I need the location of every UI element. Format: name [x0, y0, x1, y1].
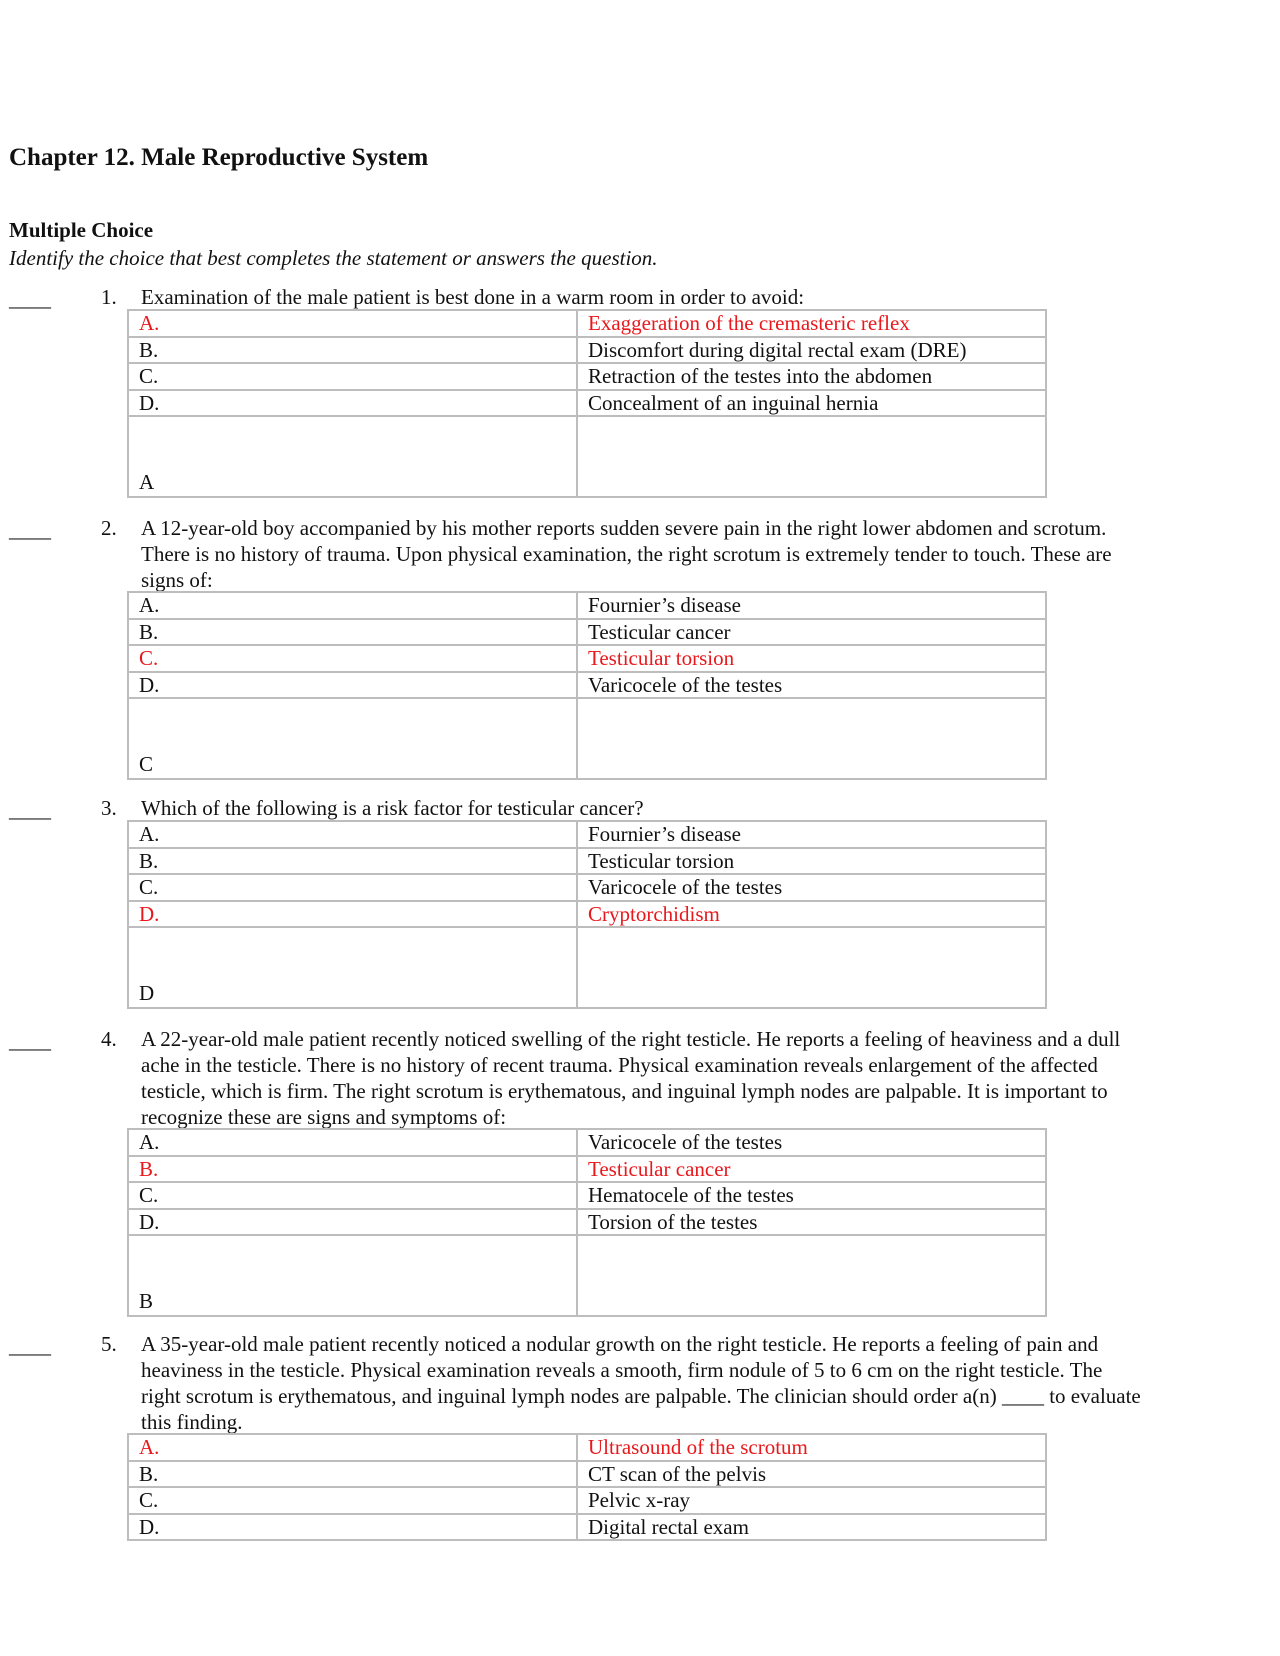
answer-key: A: [128, 416, 577, 497]
answer-key-empty-cell: [577, 1235, 1046, 1316]
choice-row: [128, 901, 1046, 928]
choice-text: Digital rectal exam: [577, 1514, 1046, 1541]
choice-text: Testicular torsion: [577, 848, 1046, 875]
choice-row: [128, 1129, 1046, 1156]
choice-text: Cryptorchidism: [577, 901, 1046, 928]
choice-letter: C.: [128, 874, 577, 901]
choice-text: Ultrasound of the scrotum: [577, 1434, 1046, 1461]
choice-row: [128, 1156, 1046, 1183]
answer-key-empty-cell: [577, 416, 1046, 497]
choice-text: Torsion of the testes: [577, 1209, 1046, 1236]
choice-letter: D.: [128, 901, 577, 928]
section-title: Multiple Choice: [9, 218, 154, 242]
choice-letter: B.: [128, 1156, 577, 1183]
choice-text: Retraction of the testes into the abdomen: [577, 363, 1046, 390]
choice-row: [128, 1209, 1046, 1236]
question-stem: Examination of the male patient is best done in a warm room in order to avoid:: [141, 285, 805, 309]
choice-text: Testicular torsion: [577, 645, 1046, 672]
choice-row: [128, 1182, 1046, 1209]
choice-row: [128, 1434, 1046, 1461]
choices-table: [127, 1433, 1047, 1541]
choice-letter: B.: [128, 848, 577, 875]
answer-blank[interactable]: ____: [9, 518, 51, 542]
choice-row: [128, 848, 1046, 875]
choice-row: [128, 390, 1046, 417]
choice-text: Fournier’s disease: [577, 821, 1046, 848]
choice-text: Discomfort during digital rectal exam (DRE): [577, 337, 1046, 364]
question-stem: A 12-year-old boy accompanied by his mother reports sudden severe pain in the right lower abdomen and scrotum. There is no history of trauma. Upon physical examination, the right scrotum is extremely tender to touch. These are signs of:: [141, 516, 1112, 592]
choice-letter: A.: [128, 1129, 577, 1156]
choice-letter: A.: [128, 310, 577, 337]
section-instructions: Identify the choice that best completes the statement or answers the question.: [9, 246, 658, 270]
choice-letter: C.: [128, 645, 577, 672]
choice-row: [128, 619, 1046, 646]
choice-row: [128, 310, 1046, 337]
choices-table: [127, 309, 1047, 498]
answer-key: C: [128, 698, 577, 779]
choice-letter: A.: [128, 821, 577, 848]
answer-blank[interactable]: ____: [9, 798, 51, 822]
choice-row: [128, 1461, 1046, 1488]
question-number: 1.: [101, 285, 117, 309]
choice-row: [128, 874, 1046, 901]
choice-row: [128, 363, 1046, 390]
choice-letter: C.: [128, 363, 577, 390]
answer-blank[interactable]: ____: [9, 1029, 51, 1053]
choice-letter: B.: [128, 619, 577, 646]
choice-letter: D.: [128, 672, 577, 699]
question-stem: Which of the following is a risk factor for testicular cancer?: [141, 796, 644, 820]
choices-table: [127, 591, 1047, 780]
choice-letter: A.: [128, 1434, 577, 1461]
question-number: 5.: [101, 1332, 117, 1356]
choice-text: Testicular cancer: [577, 619, 1046, 646]
answer-key: D: [128, 927, 577, 1008]
question-number: 2.: [101, 516, 117, 540]
answer-key-row: [128, 927, 1046, 1008]
choices-table: [127, 1128, 1047, 1317]
choice-text: Varicocele of the testes: [577, 874, 1046, 901]
answer-key-row: [128, 416, 1046, 497]
answer-blank[interactable]: ____: [9, 1334, 51, 1358]
question-number: 4.: [101, 1027, 117, 1051]
answer-key-empty-cell: [577, 698, 1046, 779]
question-stem: A 35-year-old male patient recently noticed a nodular growth on the right testicle. He reports a feeling of pain and heaviness in the testicle. Physical examination reveals a smooth, firm nodule of 5 to 6 cm on the right testicle. The right scrotum is erythematous, and inguinal lymph nodes are palpable. The clinician should order a(n) ____ to evaluate this finding.: [141, 1332, 1141, 1434]
choice-text: Hematocele of the testes: [577, 1182, 1046, 1209]
choice-row: [128, 337, 1046, 364]
choice-text: Concealment of an inguinal hernia: [577, 390, 1046, 417]
choice-text: Varicocele of the testes: [577, 672, 1046, 699]
choice-letter: A.: [128, 592, 577, 619]
answer-key: B: [128, 1235, 577, 1316]
choice-text: Fournier’s disease: [577, 592, 1046, 619]
answer-key-row: [128, 1235, 1046, 1316]
choice-letter: D.: [128, 1514, 577, 1541]
choice-letter: D.: [128, 390, 577, 417]
choice-letter: B.: [128, 337, 577, 364]
choice-row: [128, 672, 1046, 699]
choice-row: [128, 1487, 1046, 1514]
choice-row: [128, 821, 1046, 848]
choice-row: [128, 645, 1046, 672]
choice-row: [128, 592, 1046, 619]
chapter-title: Chapter 12. Male Reproductive System: [9, 144, 429, 171]
answer-key-empty-cell: [577, 927, 1046, 1008]
choices-table: [127, 820, 1047, 1009]
choice-text: Varicocele of the testes: [577, 1129, 1046, 1156]
choice-letter: B.: [128, 1461, 577, 1488]
choice-text: Testicular cancer: [577, 1156, 1046, 1183]
choice-letter: D.: [128, 1209, 577, 1236]
question-stem: A 22-year-old male patient recently noticed swelling of the right testicle. He reports a feeling of heaviness and a dull ache in the testicle. There is no history of recent trauma. Physical examination reveals enlargement of the affected testicle, which is firm. The right scrotum is erythematous, and inguinal lymph nodes are palpable. It is important to recognize these are signs and symptoms of:: [141, 1027, 1121, 1129]
choice-text: Exaggeration of the cremasteric reflex: [577, 310, 1046, 337]
choice-letter: C.: [128, 1487, 577, 1514]
choice-row: [128, 1514, 1046, 1541]
choice-text: CT scan of the pelvis: [577, 1461, 1046, 1488]
answer-blank[interactable]: ____: [9, 287, 51, 311]
question-number: 3.: [101, 796, 117, 820]
choice-letter: C.: [128, 1182, 577, 1209]
answer-key-row: [128, 698, 1046, 779]
choice-text: Pelvic x-ray: [577, 1487, 1046, 1514]
